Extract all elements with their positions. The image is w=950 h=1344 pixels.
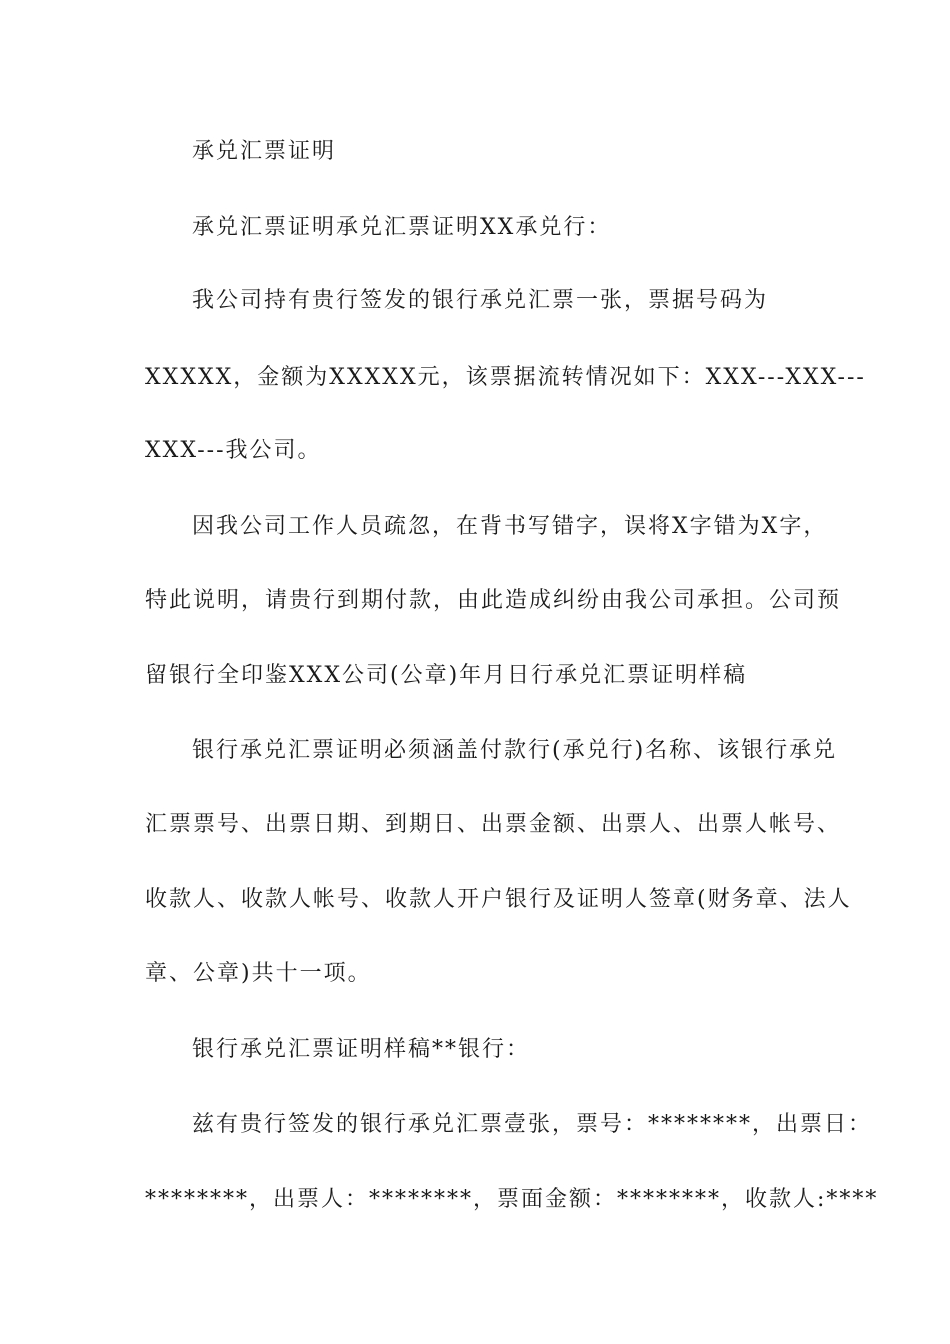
paragraph-line: 汇票票号、出票日期、到期日、出票金额、出票人、出票人帐号、	[145, 812, 842, 837]
paragraph-line: ********，出票人：********，票面金额：********，收款人:****	[145, 1187, 879, 1212]
paragraph-line: 银行承兑汇票证明样稿**银行：	[192, 1037, 531, 1062]
paragraph-line: 承兑汇票证明承兑汇票证明XX承兑行：	[192, 215, 612, 240]
paragraph-line: 章、公章)共十一项。	[145, 961, 372, 986]
paragraph-line: XXXXX，金额为XXXXX元，该票据流转情况如下：XXX---XXX---	[145, 365, 866, 390]
paragraph-line: 特此说明，请贵行到期付款，由此造成纠纷由我公司承担。公司预	[145, 588, 842, 613]
doc-title: 承兑汇票证明	[192, 139, 337, 164]
paragraph-line: 我公司持有贵行签发的银行承兑汇票一张，票据号码为	[192, 288, 769, 313]
paragraph-line: 银行承兑汇票证明必须涵盖付款行(承兑行)名称、该银行承兑	[192, 738, 838, 763]
paragraph-line: 收款人、收款人帐号、收款人开户银行及证明人签章(财务章、法人	[145, 887, 852, 912]
paragraph-line: 因我公司工作人员疏忽，在背书写错字，误将X字错为X字，	[192, 514, 828, 539]
paragraph-line: 兹有贵行签发的银行承兑汇票壹张，票号：********，出票日：	[192, 1112, 873, 1137]
paragraph-line: XXX---我公司。	[145, 438, 322, 463]
paragraph-line: 留银行全印鉴XXX公司(公章)年月日行承兑汇票证明样稿	[145, 663, 748, 688]
